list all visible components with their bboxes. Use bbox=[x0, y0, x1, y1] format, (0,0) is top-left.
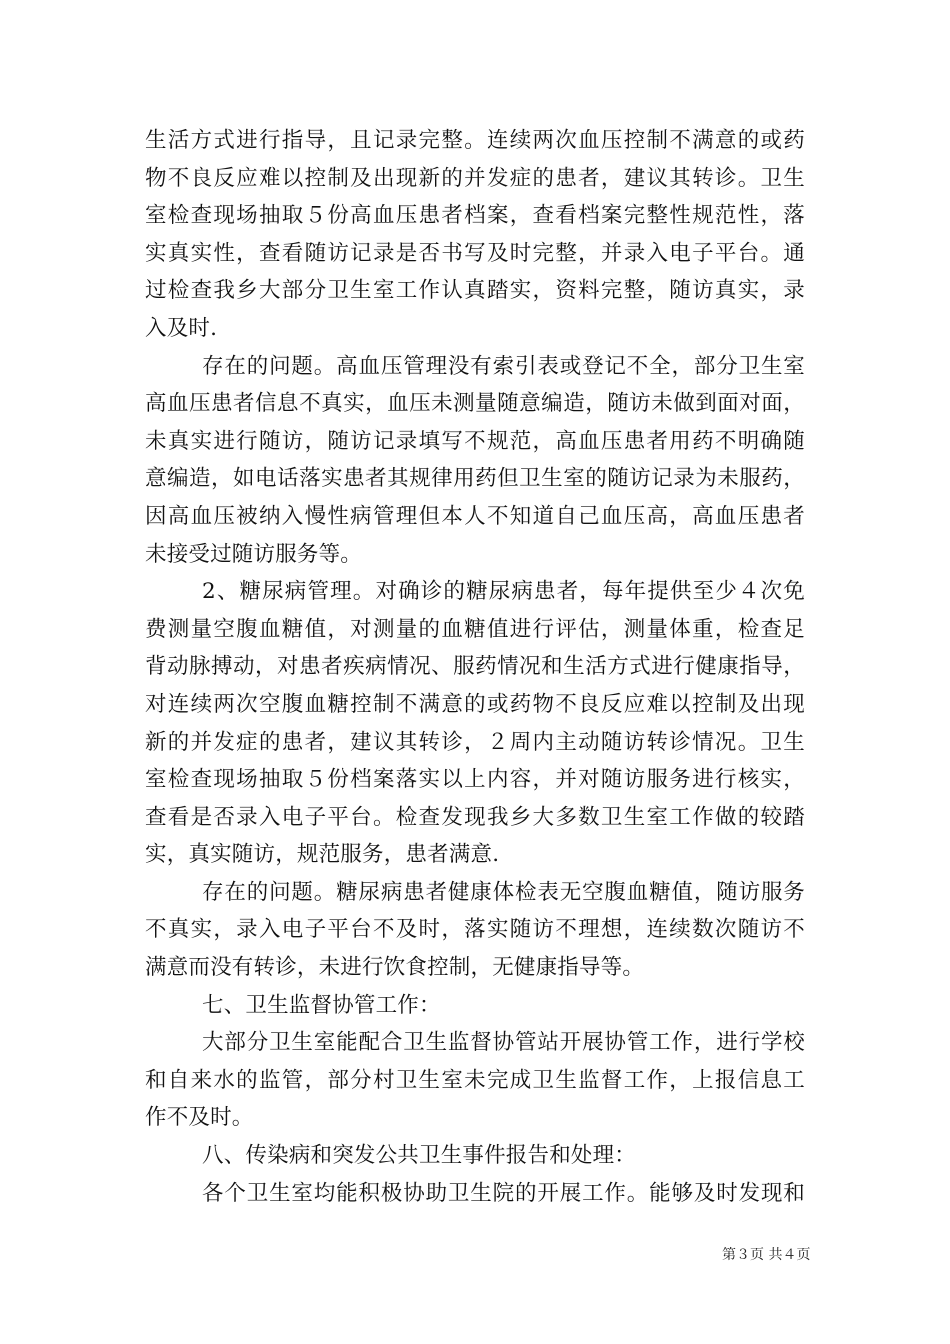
text-line: 未真实进行随访，随访记录填写不规范，高血压患者用药不明确随 bbox=[145, 428, 805, 454]
text-line: 查看是否录入电子平台。检查发现我乡大多数卫生室工作做的较踏 bbox=[145, 804, 805, 830]
text-line: 室检查现场抽取５份档案落实以上内容，并对随访服务进行核实， bbox=[145, 767, 805, 793]
text-line: 入及时. bbox=[145, 315, 218, 341]
text-line: 室检查现场抽取５份高血压患者档案，查看档案完整性规范性，落 bbox=[145, 203, 805, 229]
text-line: 物不良反应难以控制及出现新的并发症的患者，建议其转诊。卫生 bbox=[145, 165, 805, 191]
text-line: 各个卫生室均能积极协助卫生院的开展工作。能够及时发现和 bbox=[202, 1180, 805, 1206]
text-line: 新的并发症的患者，建议其转诊，２周内主动随访转诊情况。卫生 bbox=[145, 729, 805, 755]
text-line: 作不及时。 bbox=[145, 1105, 254, 1131]
text-line: 高血压患者信息不真实，血压未测量随意编造，随访未做到面对面， bbox=[145, 391, 805, 417]
text-line: 因高血压被纳入慢性病管理但本人不知道自己血压高，高血压患者 bbox=[145, 503, 805, 529]
text-line: 不真实，录入电子平台不及时，落实随访不理想，连续数次随访不 bbox=[145, 917, 805, 943]
text-line: 满意而没有转诊，未进行饮食控制，无健康指导等。 bbox=[145, 955, 645, 981]
text-line: 实，真实随访，规范服务，患者满意. bbox=[145, 842, 500, 868]
text-line: 意编造，如电话落实患者其规律用药但卫生室的随访记录为未服药， bbox=[145, 466, 805, 492]
text-line: 生活方式进行指导，且记录完整。连续两次血压控制不满意的或药 bbox=[145, 128, 805, 153]
text-line: 大部分卫生室能配合卫生监督协管站开展协管工作，进行学校 bbox=[202, 1030, 805, 1056]
text-line: 和自来水的监管，部分村卫生室未完成卫生监督工作，上报信息工 bbox=[145, 1067, 805, 1093]
text-line: 2、糖尿病管理。对确诊的糖尿病患者，每年提供至少４次免 bbox=[202, 579, 805, 605]
text-line: 未接受过随访服务等。 bbox=[145, 541, 363, 567]
text-line: 背动脉搏动，对患者疾病情况、服药情况和生活方式进行健康指导， bbox=[145, 654, 805, 680]
text-line: 存在的问题。高血压管理没有索引表或登记不全，部分卫生室 bbox=[202, 353, 805, 379]
text-line: 七、卫生监督协管工作： bbox=[202, 992, 441, 1018]
text-line: 费测量空腹血糖值，对测量的血糖值进行评估，测量体重，检查足 bbox=[145, 616, 805, 642]
text-line: 对连续两次空腹血糖控制不满意的或药物不良反应难以控制及出现 bbox=[145, 691, 805, 717]
text-line: 存在的问题。糖尿病患者健康体检表无空腹血糖值，随访服务 bbox=[202, 879, 805, 905]
text-line: 八、传染病和突发公共卫生事件报告和处理： bbox=[202, 1143, 637, 1169]
page-footer: 第３页 共４页 bbox=[722, 1247, 811, 1263]
body-text bbox=[145, 122, 805, 1212]
text-line: 实真实性，查看随访记录是否书写及时完整，并录入电子平台。通 bbox=[145, 240, 805, 266]
text-line: 过检查我乡大部分卫生室工作认真踏实，资料完整，随访真实，录 bbox=[145, 278, 805, 304]
